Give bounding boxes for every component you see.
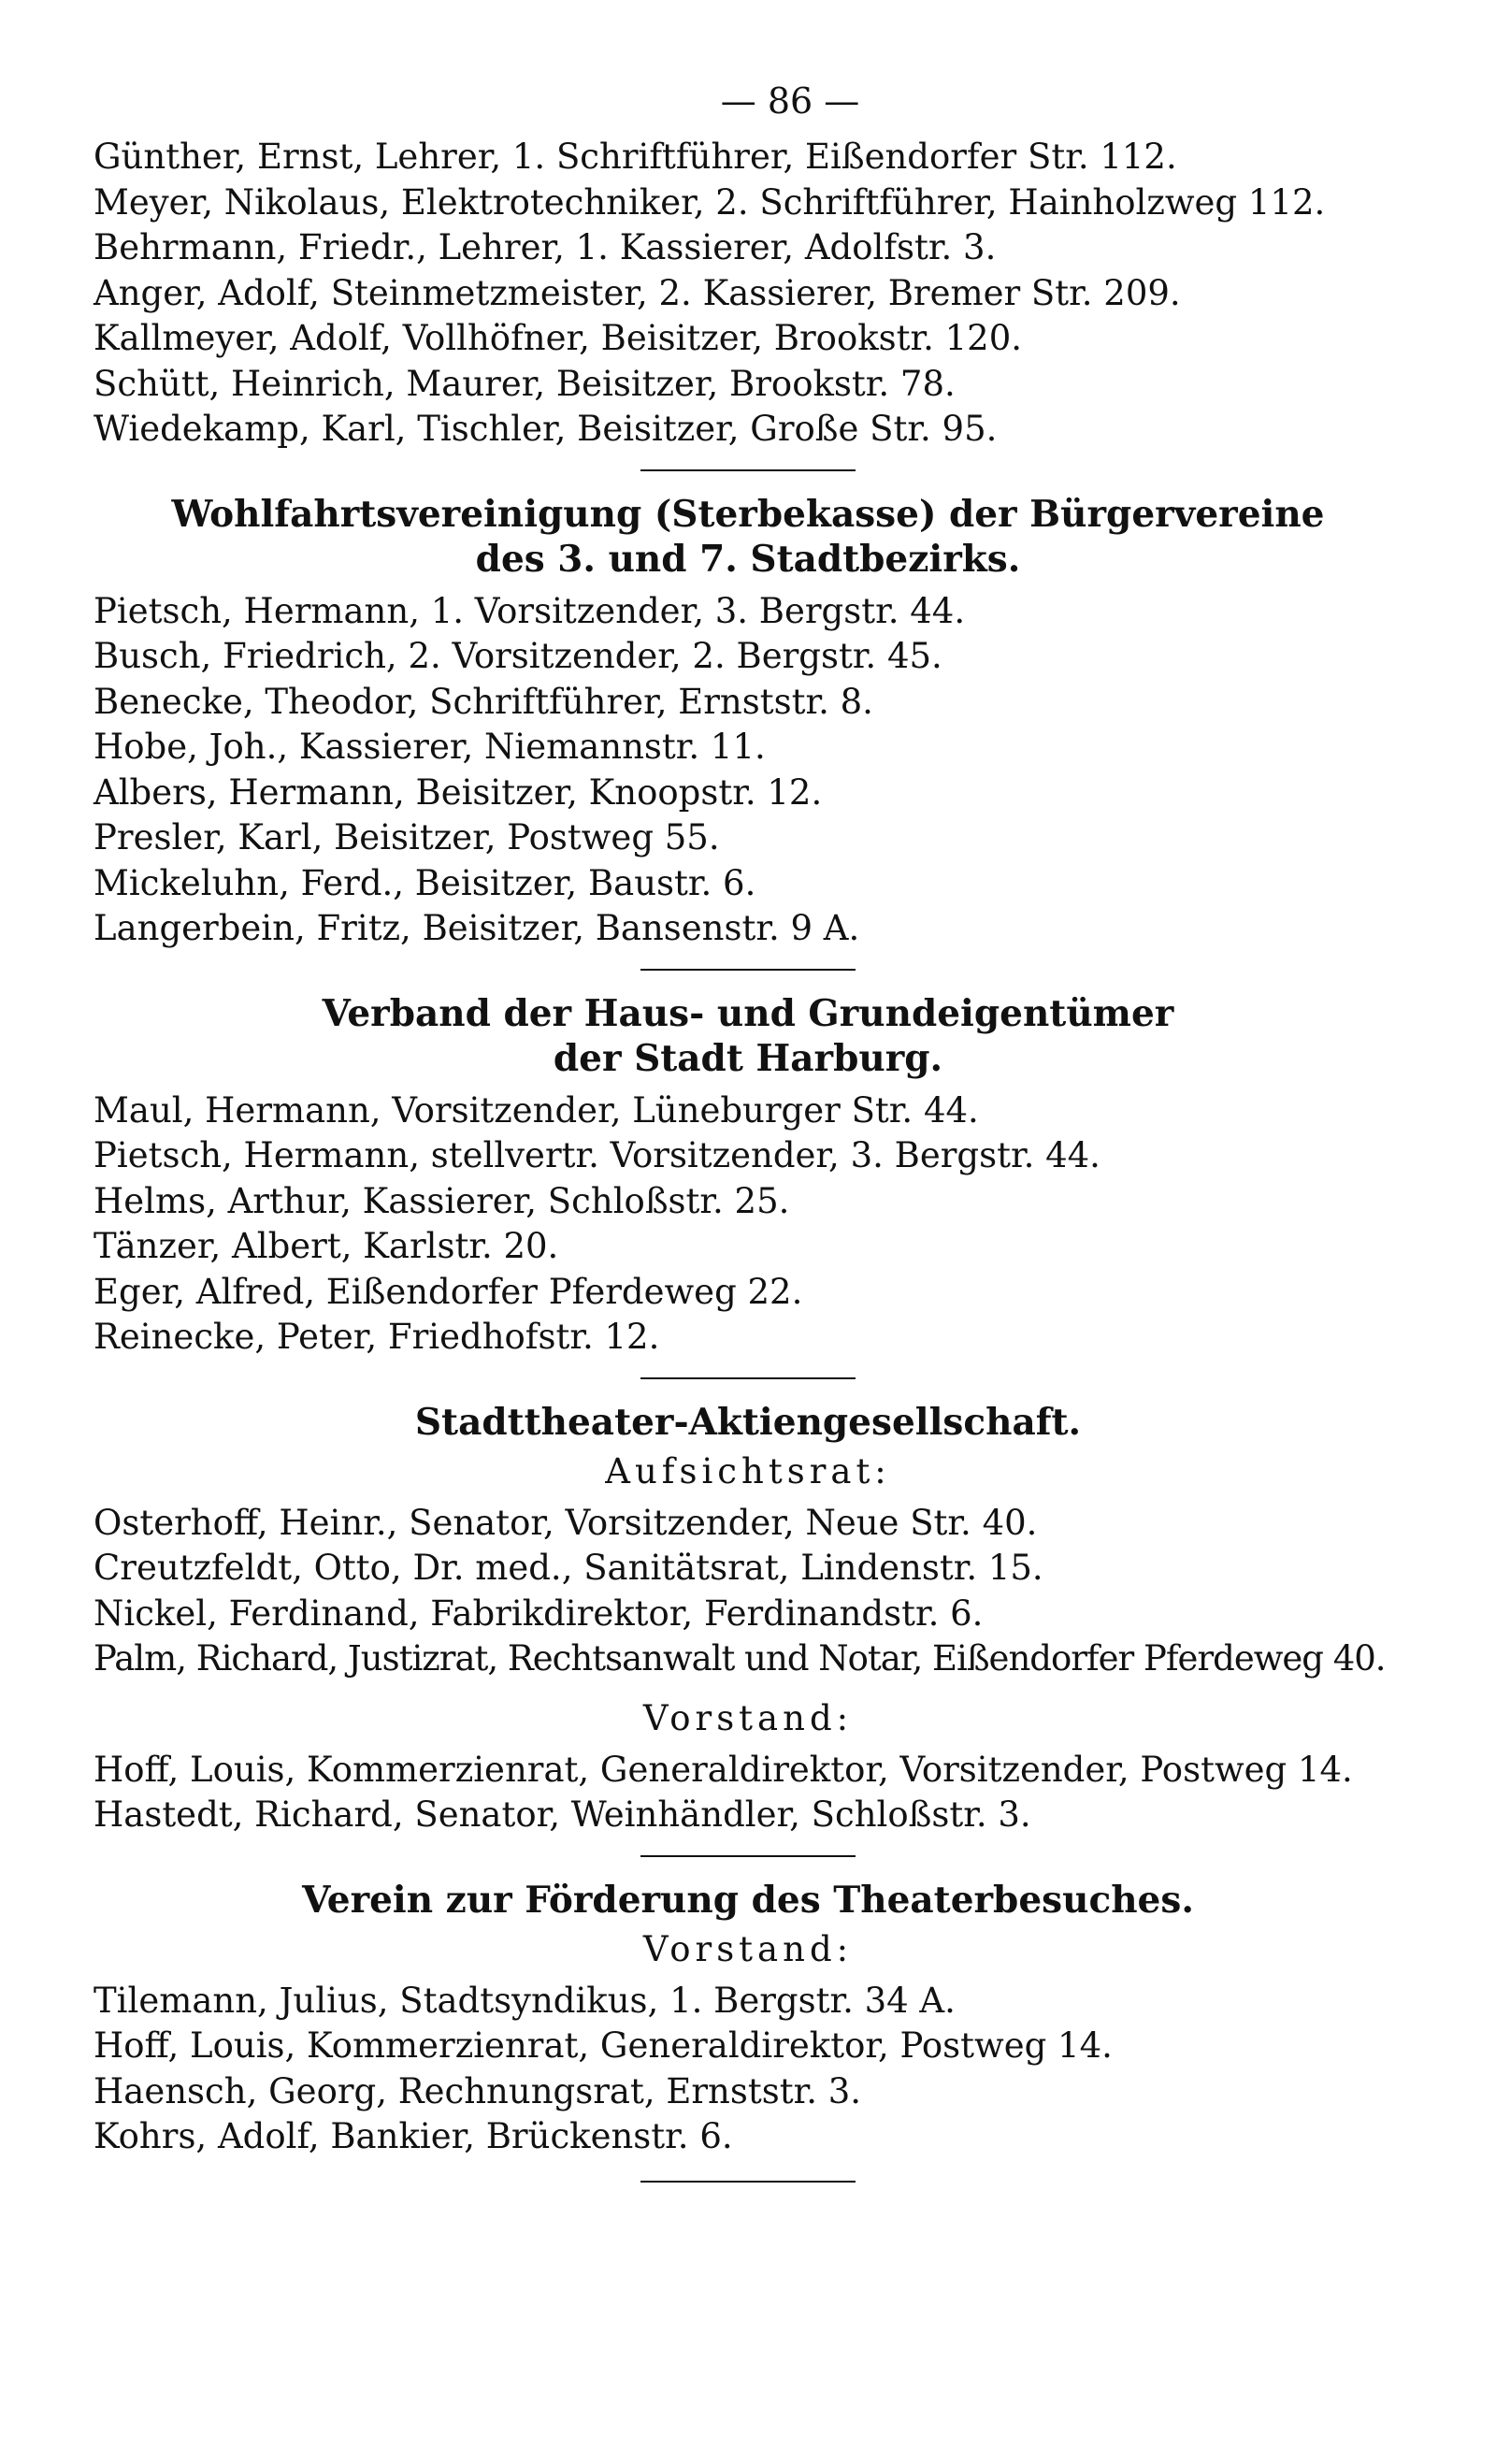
entry-line: Presler, Karl, Beisitzer, Postweg 55. — [94, 817, 720, 857]
section-stadttheater-ag — [94, 1400, 1402, 1838]
entry-line: Haensch, Georg, Rechnungsrat, Ernststr. 3. — [94, 2070, 862, 2111]
section-heading: Verband der Haus- und Grundeigentümer — [322, 991, 1174, 1035]
entry-line: Eger, Alfred, Eißendorfer Pferdeweg 22. — [94, 1271, 803, 1312]
subheading-vorstand: Vorstand: — [642, 1697, 854, 1738]
entry-line: Pietsch, Hermann, 1. Vorsitzender, 3. Bergstr. 44. — [94, 590, 966, 631]
entry-line: Hastedt, Richard, Senator, Weinhändler, Schloßstr. 3. — [94, 1794, 1031, 1835]
entry-line: Günther, Ernst, Lehrer, 1. Schriftführer, Eißendorfer Str. 112. — [94, 137, 1177, 177]
entry-line: Kohrs, Adolf, Bankier, Brückenstr. 6. — [94, 2116, 733, 2156]
section-divider — [640, 1377, 856, 1379]
entry-line: Maul, Hermann, Vorsitzender, Lüneburger Str. 44. — [94, 1089, 979, 1131]
section-heading-continued: der Stadt Harburg. — [553, 1036, 943, 1080]
entry-line: Tänzer, Albert, Karlstr. 20. — [94, 1226, 559, 1266]
entry-line: Meyer, Nikolaus, Elektrotechniker, 2. Schriftführer, Hainholzweg 112. — [94, 181, 1326, 223]
entry-line: Tilemann, Julius, Stadtsyndikus, 1. Bergstr. 34 A. — [94, 1980, 956, 2021]
section-haus-grundeigentuemer — [94, 991, 1402, 1361]
entry-line: Osterhoff, Heinr., Senator, Vorsitzender, Neue Str. 40. — [94, 1502, 1038, 1543]
entry-line: Behrmann, Friedr., Lehrer, 1. Kassierer, Adolfstr. 3. — [94, 227, 997, 267]
entry-line: Busch, Friedrich, 2. Vorsitzender, 2. Bergstr. 45. — [94, 636, 942, 676]
entry-line: Kallmeyer, Adolf, Vollhöfner, Beisitzer, Brookstr. 120. — [94, 318, 1023, 358]
entry-line: Schütt, Heinrich, Maurer, Beisitzer, Brookstr. 78. — [94, 363, 956, 404]
entry-line: Nickel, Ferdinand, Fabrikdirektor, Ferdinandstr. 6. — [94, 1592, 984, 1634]
entry-line: Mickeluhn, Ferd., Beisitzer, Baustr. 6. — [94, 862, 756, 903]
entry-line: Anger, Adolf, Steinmetzmeister, 2. Kassierer, Bremer Str. 209. — [94, 272, 1181, 313]
entry-line: Reinecke, Peter, Friedhofstr. 12. — [94, 1317, 660, 1357]
section-divider — [640, 469, 856, 471]
entry-line: Wiedekamp, Karl, Tischler, Beisitzer, Große Str. 95. — [94, 409, 998, 449]
section-theaterbesuch-verein — [94, 1878, 1402, 2160]
entry-line: Langerbein, Fritz, Beisitzer, Bansenstr. 9 A. — [94, 908, 860, 948]
section-heading: Wohlfahrtsvereinigung (Sterbekasse) der Bürgervereine — [171, 492, 1325, 536]
entry-line: Hoff, Louis, Kommerzienrat, Generaldirektor, Vorsitzender, Postweg 14. — [94, 1749, 1353, 1790]
section-heading: Verein zur Förderung des Theaterbesuches. — [302, 1878, 1194, 1922]
entry-line: Creutzfeldt, Otto, Dr. med., Sanitätsrat, Lindenstr. 15. — [94, 1548, 1043, 1588]
section-divider — [640, 1855, 856, 1857]
subheading-vorstand: Vorstand: — [642, 1928, 854, 1969]
subheading-aufsichtsrat: Aufsichtsrat: — [605, 1450, 891, 1491]
section-divider — [640, 969, 856, 971]
entry-line: Palm, Richard, Justizrat, Rechtsanwalt und Notar, Eißendorfer Pferdeweg 40. — [94, 1638, 1386, 1679]
section-buergerverein-board — [94, 135, 1402, 453]
page-number: — 86 — — [720, 80, 860, 122]
entry-line: Helms, Arthur, Kassierer, Schloßstr. 25. — [94, 1180, 790, 1221]
entry-line: Hoff, Louis, Kommerzienrat, Generaldirektor, Postweg 14. — [94, 2025, 1113, 2066]
section-heading-continued: des 3. und 7. Stadtbezirks. — [475, 537, 1021, 581]
entry-line: Pietsch, Hermann, stellvertr. Vorsitzender, 3. Bergstr. 44. — [94, 1135, 1100, 1175]
section-wohlfahrtsvereinigung — [94, 492, 1402, 952]
entry-line: Benecke, Theodor, Schriftführer, Ernststr. 8. — [94, 681, 873, 722]
entry-line: Albers, Hermann, Beisitzer, Knoopstr. 12. — [94, 771, 823, 813]
entry-line: Hobe, Joh., Kassierer, Niemannstr. 11. — [94, 727, 766, 767]
section-heading: Stadttheater-Aktiengesellschaft. — [414, 1400, 1082, 1444]
section-divider — [640, 2181, 856, 2183]
